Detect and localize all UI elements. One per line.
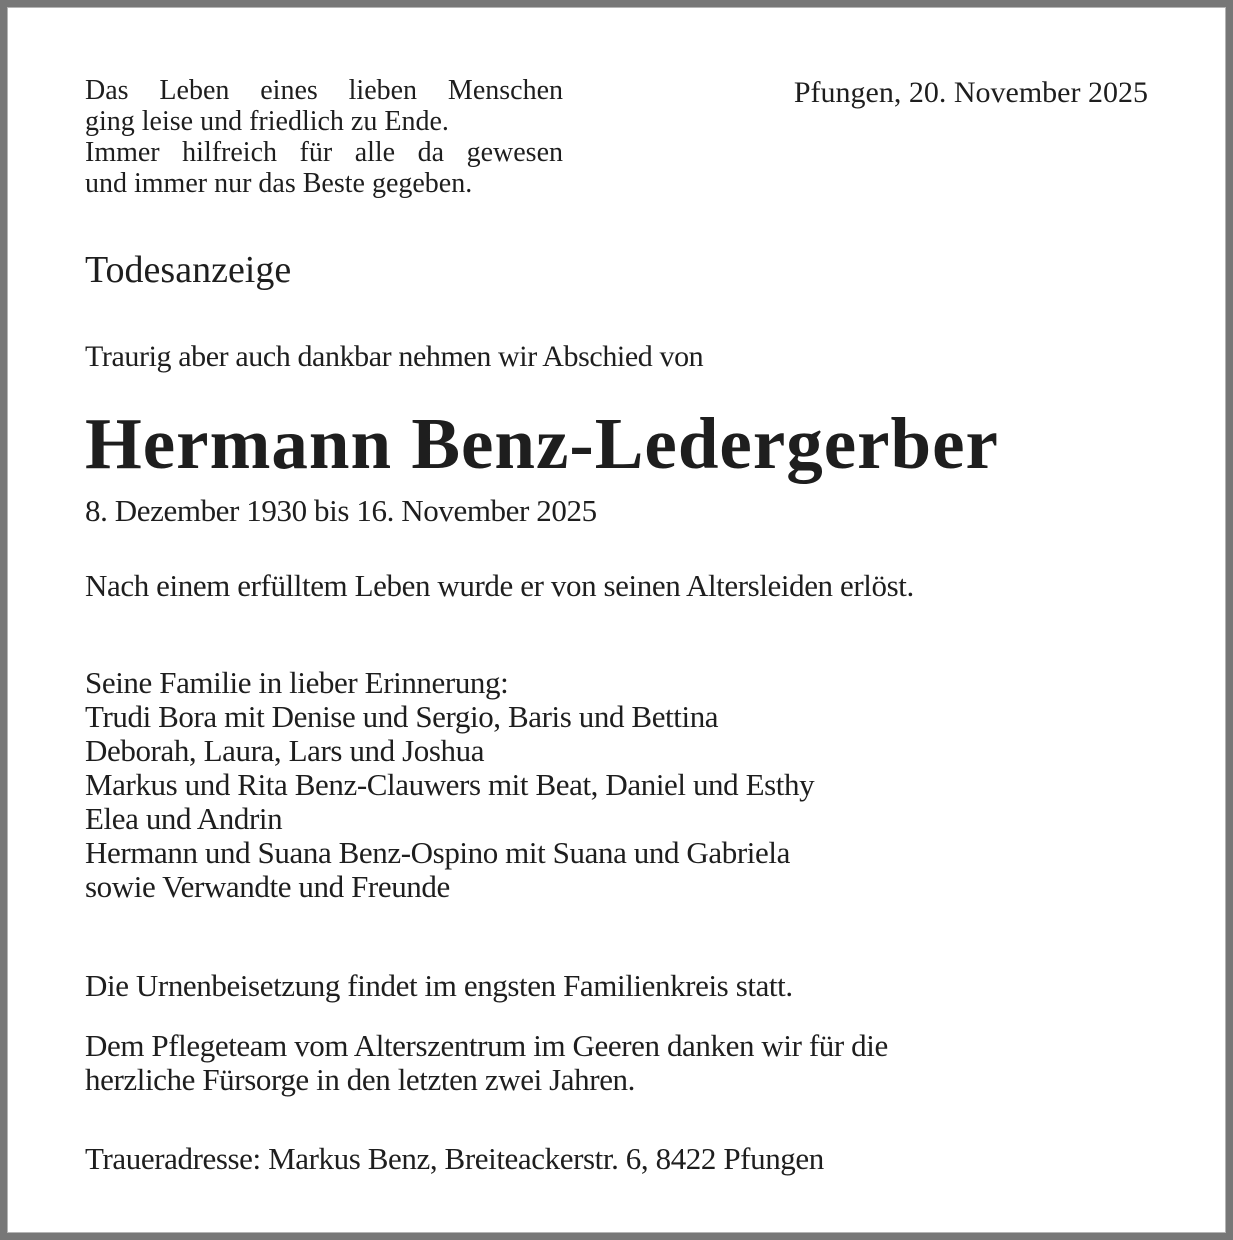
- epigraph: [85, 75, 563, 199]
- lifespan: 8. Dezember 1930 bis 16. November 2025: [85, 493, 597, 528]
- family-line: Trudi Bora mit Denise und Sergio, Baris und Bettina: [85, 699, 719, 734]
- family-line: Hermann und Suana Benz-Ospino mit Suana und Gabriela: [85, 835, 790, 870]
- family-line: Elea und Andrin: [85, 801, 283, 836]
- thanks-line: herzliche Fürsorge in den letzten zwei Jahren.: [85, 1061, 635, 1097]
- family-heading: Seine Familie in lieber Erinnerung:: [85, 665, 509, 700]
- epigraph-line: ging leise und friedlich zu Ende.: [85, 106, 449, 137]
- deceased-name: Hermann Benz-Ledergerber: [85, 403, 999, 484]
- notice-title: Todesanzeige: [85, 249, 292, 291]
- intro-line: Traurig aber auch dankbar nehmen wir Abschied von: [85, 340, 704, 373]
- epigraph-line: Das Leben eines lieben Menschen: [85, 75, 563, 106]
- mourning-address: Traueradresse: Markus Benz, Breiteackerstr. 6, 8422 Pfungen: [85, 1141, 824, 1176]
- thanks-line: Dem Pflegeteam vom Alterszentrum im Geeren danken wir für die: [85, 1028, 888, 1063]
- epigraph-line: Immer hilfreich für alle da gewesen: [85, 137, 563, 168]
- family-line: Deborah, Laura, Lars und Joshua: [85, 733, 485, 768]
- epigraph-line: und immer nur das Beste gegeben.: [85, 168, 473, 199]
- burial-line: Die Urnenbeisetzung findet im engsten Familienkreis statt.: [85, 968, 793, 1003]
- release-line: Nach einem erfülltem Leben wurde er von seinen Altersleiden erlöst.: [85, 568, 914, 603]
- family-line: sowie Verwandte und Freunde: [85, 869, 450, 904]
- family-line: Markus und Rita Benz-Clauwers mit Beat, Daniel und Esthy: [85, 767, 815, 802]
- dateline: Pfungen, 20. November 2025: [793, 76, 1148, 109]
- family-block: [85, 666, 814, 904]
- thanks-paragraph: [85, 1029, 888, 1096]
